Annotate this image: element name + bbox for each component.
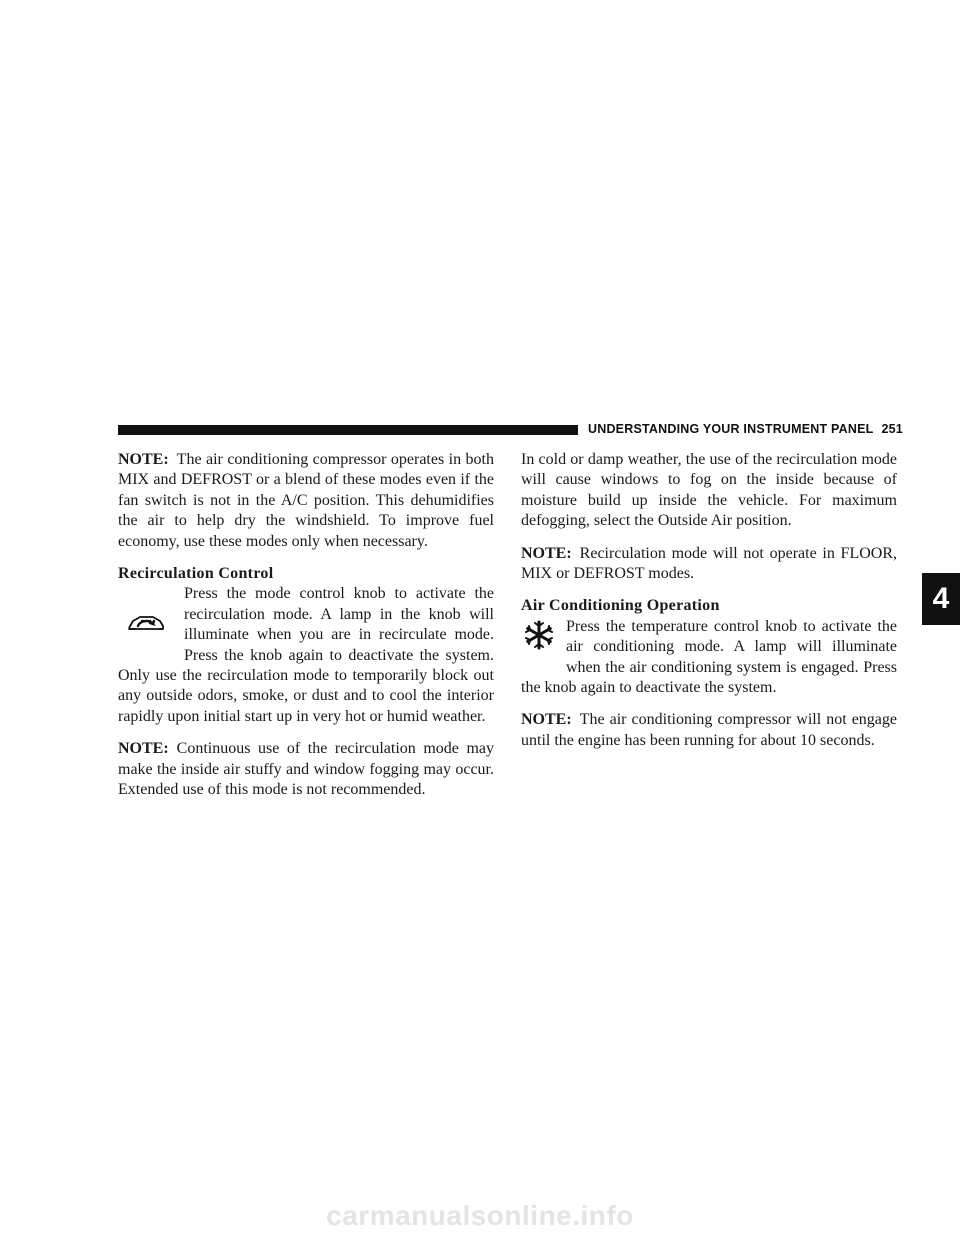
note-paragraph: [118, 739, 494, 800]
watermark: carmanualsonline.info: [326, 1200, 634, 1231]
note-text: The air conditioning compressor will not engage until the engine has been running for about 10 seconds.: [521, 711, 897, 749]
recirculation-paragraph: [118, 584, 494, 727]
running-header: [588, 422, 903, 436]
note-label: NOTE:: [521, 544, 572, 562]
note-paragraph: [521, 544, 897, 585]
note-text: Continuous use of the recirculation mode may make the inside air stuffy and window fogging may occur. Extended use of this mode is not recommended.: [118, 740, 494, 799]
note-paragraph: [118, 450, 494, 552]
body-paragraph: In cold or damp weather, the use of the recirculation mode will cause windows to fog on the inside because of moisture build up inside the vehicle. For maximum defogging, select the Outside Air position.: [521, 451, 897, 530]
ac-paragraph: [521, 617, 897, 699]
snowflake-icon: [521, 617, 556, 661]
right-column: [521, 450, 897, 763]
left-column: [118, 450, 494, 813]
section-heading-ac: Air Conditioning Operation: [521, 597, 720, 615]
chapter-tab: 4: [922, 573, 960, 625]
note-label: NOTE:: [118, 451, 169, 468]
header-rule: [118, 425, 578, 435]
note-paragraph: [521, 710, 897, 751]
section-heading-recirculation: Recirculation Control: [118, 565, 274, 583]
note-label: NOTE:: [118, 740, 169, 758]
recirculation-text: Press the mode control knob to activate the recirculation mode. A lamp in the knob will illuminate when you are in recirculate mode. Press the knob again to deactivate the system. Only use the recirculation mode to temporarily block out any outside odors, smoke, or dust and to cool the interior rapidly upon initial start up in very hot or humid weather.: [118, 585, 494, 725]
recirculation-car-icon: [118, 584, 174, 664]
ac-text: Press the temperature control knob to activate the air conditioning mode. A lamp will illuminate when the air conditioning system is engaged. Press the knob again to deactivate the system.: [521, 617, 897, 697]
note-text: The air conditioning compressor operates in both MIX and DEFROST or a blend of these modes even if the fan switch is not in the A/C position. This dehumidifies the air to help dry the windshield. To improve fuel economy, use these modes only when necessary.: [118, 451, 494, 550]
page-number: 251: [881, 422, 903, 436]
note-label: NOTE:: [521, 711, 572, 729]
note-text: Recirculation mode will not operate in FLOOR, MIX or DEFROST modes.: [521, 544, 897, 583]
header-title: UNDERSTANDING YOUR INSTRUMENT PANEL: [588, 422, 874, 436]
